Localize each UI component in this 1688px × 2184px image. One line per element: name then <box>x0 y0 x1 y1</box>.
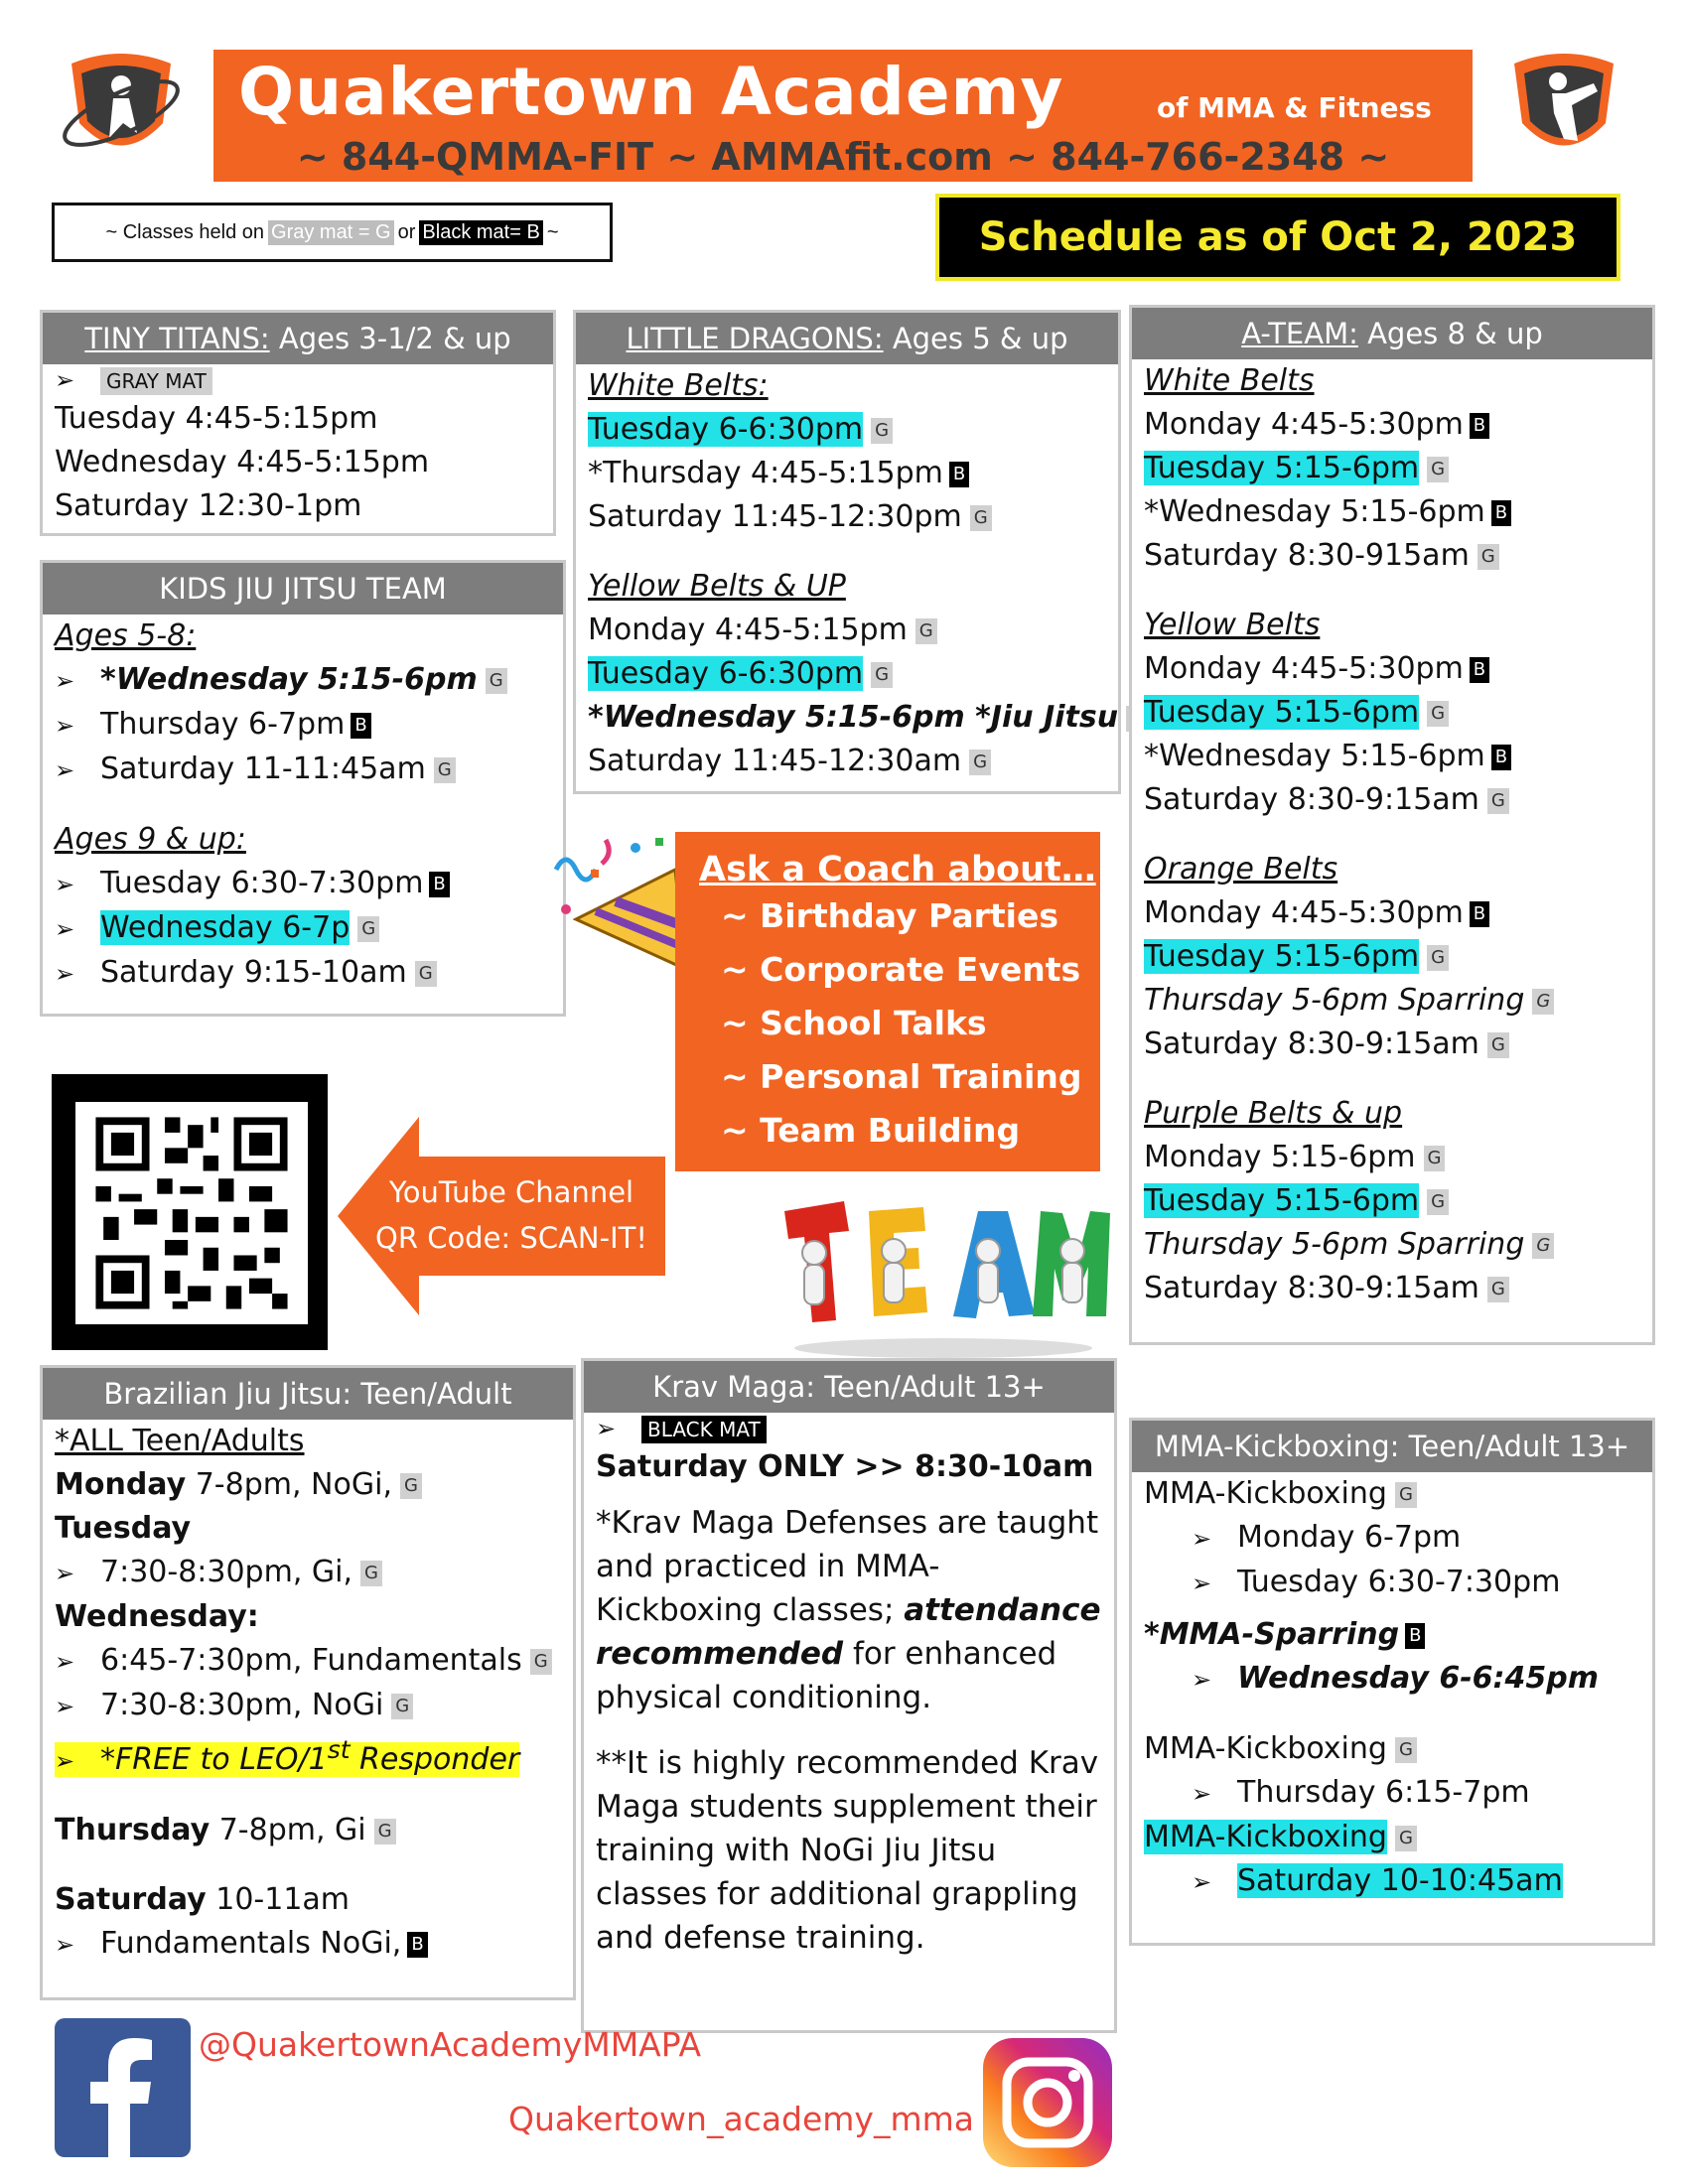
black-mat-marker: B <box>1491 745 1511 770</box>
tiny-titans-box <box>40 310 556 536</box>
arrow-bullet-icon: ➢ <box>55 1931 75 1959</box>
krav-note-2: **It is highly recommended Krav Maga students supplement their training with NoGi Jiu Jitsu classes for additional grappling and defense training. <box>596 1745 1099 1956</box>
schedule-line: Saturday 12:30-1pm <box>55 488 362 523</box>
arrow-bullet-icon: ➢ <box>1192 1868 1212 1896</box>
krav-note-1 <box>584 1501 1114 1719</box>
schedule-line <box>1132 1179 1652 1223</box>
black-mat-marker: B <box>1470 413 1489 439</box>
schedule-text: Tuesday 5:15-6pm <box>1144 695 1420 730</box>
arrow-bullet-icon: ➢ <box>1192 1780 1212 1808</box>
schedule-line <box>43 906 563 951</box>
schedule-text: 10-11am <box>206 1882 351 1917</box>
party-popper-icon <box>536 830 695 979</box>
little-dragons-box <box>573 310 1121 794</box>
schedule-line <box>1132 979 1652 1023</box>
schedule-line <box>1132 1516 1652 1561</box>
a-team-title: A-TEAM: <box>1241 317 1358 350</box>
schedule-line <box>1132 534 1652 578</box>
academy-logo-left <box>52 44 191 173</box>
belt-group-label: Orange Belts <box>1144 852 1338 887</box>
little-dragons-title: LITTLE DRAGONS: <box>626 322 884 355</box>
black-mat-marker: B <box>407 1932 427 1958</box>
schedule-text: Saturday 11-11:45am <box>100 751 426 786</box>
belt-group-label: Purple Belts & up <box>1144 1096 1403 1131</box>
schedule-line <box>43 1922 573 1967</box>
legend-prefix: ~ Classes held on <box>105 220 265 243</box>
gray-mat-marker: G <box>1395 1737 1417 1763</box>
schedule-text: Tuesday 5:15-6pm <box>1144 451 1420 485</box>
gray-mat-marker: G <box>530 1649 552 1675</box>
gray-mat-marker: G <box>1487 1277 1509 1302</box>
arrow-bullet-icon: ➢ <box>55 915 75 943</box>
gray-mat-marker: G <box>915 618 937 644</box>
schedule-text: Saturday 8:30-915am <box>1144 538 1470 573</box>
legend-gray-mat: Gray mat = G <box>268 220 394 245</box>
tiny-titans-title: TINY TITANS: <box>84 322 270 355</box>
age-group-label: Ages 5-8: <box>55 618 197 653</box>
gray-mat-marker: G <box>871 662 893 688</box>
class-name: MMA-Kickboxing <box>1144 1476 1387 1511</box>
coach-item: ~ Birthday Parties <box>721 896 1058 935</box>
tiny-titans-ages: Ages 3-1/2 & up <box>278 322 511 355</box>
black-mat-marker: B <box>1470 901 1489 927</box>
arrow-bullet-icon: ➢ <box>596 1415 617 1442</box>
schedule-line <box>43 1463 573 1507</box>
academy-logo-right <box>1494 44 1633 173</box>
arrow-bullet-icon: ➢ <box>1192 1570 1212 1597</box>
schedule-line <box>1132 778 1652 822</box>
arrow-bullet-icon: ➢ <box>1192 1525 1212 1553</box>
arrow-bullet-icon: ➢ <box>1192 1666 1212 1694</box>
schedule-text: *Thursday 4:45-5:15pm <box>588 456 943 490</box>
schedule-text: *Wednesday 5:15-6pm *Jiu Jitsu <box>588 700 1119 735</box>
krav-maga-header: Krav Maga: Teen/Adult 13+ <box>584 1361 1114 1413</box>
krav-maga-box <box>581 1358 1117 2033</box>
schedule-line <box>1132 935 1652 979</box>
krav-saturday: Saturday ONLY >> 8:30-10am <box>596 1449 1094 1484</box>
ask-a-coach-box <box>675 832 1100 1171</box>
schedule-line: Tuesday 4:45-5:15pm <box>55 401 378 436</box>
facebook-handle[interactable]: @QuakertownAcademyMMAPA <box>199 2025 702 2064</box>
gray-mat-marker: G <box>1427 945 1449 971</box>
mat-legend <box>52 203 613 262</box>
youtube-qr-label <box>362 1169 660 1261</box>
schedule-text: *Wednesday 5:15-6pm <box>100 662 478 697</box>
schedule-line <box>1132 1267 1652 1310</box>
schedule-line <box>1132 447 1652 490</box>
bjj-all-label: *ALL Teen/Adults <box>55 1424 305 1458</box>
schedule-line <box>1132 1657 1652 1702</box>
schedule-text: Thursday 6-7pm <box>100 707 346 742</box>
instagram-handle[interactable]: Quakertown_academy_mma <box>508 2100 974 2138</box>
free-text-end: Responder <box>350 1742 520 1777</box>
arrow-bullet-icon: ➢ <box>55 1560 75 1587</box>
schedule-text: Saturday 11:45-12:30pm <box>588 499 962 534</box>
arrow-bullet-icon: ➢ <box>55 1693 75 1720</box>
facebook-icon[interactable] <box>55 2018 191 2157</box>
academy-subtitle: of MMA & Fitness <box>1157 91 1432 124</box>
schedule-text: Saturday 8:30-9:15am <box>1144 1271 1479 1305</box>
schedule-line <box>576 452 1118 495</box>
schedule-line <box>576 652 1118 696</box>
gray-mat-marker: G <box>1487 788 1509 814</box>
schedule-text: Saturday 11:45-12:30am <box>588 744 962 778</box>
arrow-bullet-icon: ➢ <box>55 960 75 988</box>
schedule-line <box>1132 891 1652 935</box>
ask-a-coach-title: Ask a Coach about… <box>699 850 1096 889</box>
schedule-text: Saturday 9:15-10am <box>100 955 407 990</box>
legend-suffix: ~ <box>546 220 559 243</box>
coach-item: ~ Corporate Events <box>721 950 1081 989</box>
mma-kickboxing-box <box>1129 1418 1655 1946</box>
schedule-line <box>1132 1223 1652 1267</box>
class-label <box>1132 1613 1652 1657</box>
gray-mat-marker: G <box>1395 1826 1417 1851</box>
black-mat-marker: B <box>949 462 969 487</box>
gray-mat-marker: G <box>360 1561 382 1586</box>
schedule-line <box>1132 1023 1652 1066</box>
gray-mat-marker: G <box>434 757 456 783</box>
schedule-line <box>1132 691 1652 735</box>
schedule-text: Thursday 5-6pm Sparring <box>1144 1227 1525 1262</box>
coach-item: ~ School Talks <box>721 1004 987 1042</box>
schedule-line <box>576 495 1118 539</box>
class-label <box>1132 1727 1652 1771</box>
schedule-text: Tuesday 6-6:30pm <box>588 412 864 447</box>
schedule-text: Monday 4:45-5:30pm <box>1144 407 1464 442</box>
schedule-text: Wednesday 6-6:45pm <box>1237 1661 1600 1696</box>
schedule-text: 7:30-8:30pm, Gi, <box>100 1555 353 1589</box>
kids-jiu-jitsu-header: KIDS JIU JITSU TEAM <box>43 563 563 614</box>
class-label <box>1132 1472 1652 1516</box>
krav-note-text: for enhanced physical conditioning. <box>596 1636 1057 1715</box>
gray-mat-marker: G <box>1532 1233 1554 1259</box>
class-label <box>1132 1816 1652 1859</box>
arrow-bullet-icon: ➢ <box>55 1648 75 1676</box>
belt-group-label: Yellow Belts & UP <box>588 569 846 604</box>
schedule-line <box>43 658 563 703</box>
schedule-text: Saturday 8:30-9:15am <box>1144 1026 1479 1061</box>
little-dragons-ages: Ages 5 & up <box>892 322 1068 355</box>
schedule-text: Tuesday 5:15-6pm <box>1144 939 1420 974</box>
arrow-bullet-icon: ➢ <box>55 756 75 784</box>
schedule-line <box>1132 1771 1652 1816</box>
tiny-titans-header <box>43 313 553 364</box>
schedule-line <box>1132 1561 1652 1605</box>
class-name: *MMA-Sparring <box>1144 1617 1400 1652</box>
schedule-text: Monday 4:45-5:30pm <box>1144 895 1464 930</box>
coach-item: ~ Team Building <box>721 1111 1021 1150</box>
schedule-text: Monday 4:45-5:30pm <box>1144 651 1464 686</box>
day-label: Thursday <box>55 1813 211 1847</box>
little-dragons-header <box>576 313 1118 364</box>
black-mat-marker: B <box>1470 657 1489 683</box>
black-mat-marker: B <box>1405 1623 1425 1649</box>
gray-mat-marker: G <box>374 1819 396 1844</box>
gray-mat-marker: G <box>1427 457 1449 482</box>
schedule-text: Tuesday 5:15-6pm <box>1144 1183 1420 1218</box>
gray-mat-marker: G <box>1487 1032 1509 1058</box>
arrow-bullet-icon: ➢ <box>55 871 75 898</box>
free-sup: st <box>327 1735 351 1764</box>
black-mat-marker: B <box>429 872 449 897</box>
contact-line: ~ 844-QMMA-FIT ~ AMMAfit.com ~ 844-766-2348 ~ <box>296 135 1390 179</box>
schedule-line <box>1132 403 1652 447</box>
schedule-text: 6:45-7:30pm, Fundamentals <box>100 1643 522 1678</box>
krav-note-text: *Krav Maga Defenses are taught and practiced in MMA-Kickboxing classes; <box>596 1505 1099 1628</box>
schedule-line <box>43 862 563 906</box>
schedule-line <box>43 1809 573 1852</box>
schedule-line <box>43 1878 573 1922</box>
bjj-header: Brazilian Jiu Jitsu: Teen/Adult <box>43 1368 573 1420</box>
belt-group-label: Yellow Belts <box>1144 608 1321 642</box>
gray-mat-marker: G <box>1395 1482 1417 1508</box>
gray-mat-marker: G <box>1427 701 1449 727</box>
gray-mat-marker: G <box>970 505 992 531</box>
black-mat-marker: B <box>351 713 370 739</box>
schedule-text: Tuesday 6-6:30pm <box>588 656 864 691</box>
schedule-text: Fundamentals NoGi, <box>100 1926 402 1961</box>
day-label: Saturday <box>55 1882 207 1917</box>
arrow-bullet-icon: ➢ <box>55 712 75 740</box>
schedule-line <box>43 1728 573 1783</box>
schedule-text: Saturday 10-10:45am <box>1237 1863 1563 1898</box>
schedule-text: Monday 4:45-5:15pm <box>588 613 908 647</box>
black-mat-marker: B <box>1491 500 1511 526</box>
schedule-line <box>1132 1859 1652 1904</box>
gray-mat-marker: G <box>1427 1189 1449 1215</box>
schedule-text: Tuesday 6:30-7:30pm <box>1237 1565 1561 1599</box>
schedule-line <box>1132 490 1652 534</box>
free-text: *FREE to LEO/1 <box>100 1742 328 1777</box>
gray-mat-badge: GRAY MAT <box>100 367 212 395</box>
age-group-label: Ages 9 & up: <box>55 822 246 857</box>
schedule-text: *Wednesday 5:15-6pm <box>1144 739 1485 773</box>
arrow-bullet-icon: ➢ <box>55 366 75 394</box>
a-team-header <box>1132 308 1652 359</box>
gray-mat-marker: G <box>1477 544 1499 570</box>
youtube-label-line: QR Code: SCAN-IT! <box>375 1221 647 1255</box>
gray-mat-marker: G <box>415 961 437 987</box>
schedule-text: Tuesday 6:30-7:30pm <box>100 866 424 900</box>
legend-or: or <box>397 220 416 243</box>
brazilian-jiu-jitsu-box <box>40 1365 576 2000</box>
schedule-line <box>43 1684 573 1728</box>
day-label: Wednesday: <box>55 1599 259 1634</box>
schedule-line <box>576 609 1118 652</box>
gray-mat-marker: G <box>969 750 991 775</box>
gray-mat-marker: G <box>1424 1146 1446 1171</box>
schedule-text: Monday 5:15-6pm <box>1144 1140 1416 1174</box>
gray-mat-marker: G <box>391 1694 413 1719</box>
schedule-line <box>43 1551 573 1595</box>
schedule-text: 7:30-8:30pm, NoGi <box>100 1688 384 1722</box>
youtube-label-line: YouTube Channel <box>388 1175 634 1209</box>
schedule-line: Wednesday 4:45-5:15pm <box>55 445 430 479</box>
krav-mat-row <box>584 1413 1114 1445</box>
schedule-text: 7-8pm, Gi <box>210 1813 366 1847</box>
free-responder-note <box>55 1735 520 1777</box>
belt-group-label: White Belts <box>1144 363 1315 398</box>
day-label: Monday <box>55 1467 187 1502</box>
gray-mat-marker: G <box>357 916 379 942</box>
gray-mat-marker: G <box>400 1473 422 1499</box>
instagram-icon[interactable] <box>983 2038 1112 2167</box>
tiny-titans-mat-row <box>43 364 553 397</box>
team-figures-art <box>774 1171 1112 1360</box>
schedule-text: 7-8pm, NoGi, <box>186 1467 392 1502</box>
schedule-text: Thursday 5-6pm Sparring <box>1144 983 1525 1018</box>
day-label: Tuesday <box>55 1511 192 1546</box>
class-name: MMA-Kickboxing <box>1144 1731 1387 1766</box>
qr-code[interactable] <box>75 1102 308 1324</box>
schedule-text: *Wednesday 5:15-6pm <box>1144 494 1485 529</box>
title-banner <box>213 50 1473 182</box>
gray-mat-marker: G <box>1532 989 1554 1015</box>
schedule-date: Schedule as of Oct 2, 2023 <box>935 194 1620 281</box>
schedule-line <box>1132 1136 1652 1179</box>
black-mat-badge: BLACK MAT <box>641 1416 767 1443</box>
schedule-line <box>576 408 1118 452</box>
gray-mat-marker: G <box>871 418 893 444</box>
schedule-line <box>576 740 1118 783</box>
mma-kickboxing-header: MMA-Kickboxing: Teen/Adult 13+ <box>1132 1421 1652 1472</box>
arrow-bullet-icon: ➢ <box>55 1747 75 1775</box>
schedule-line <box>1132 647 1652 691</box>
class-name: MMA-Kickboxing <box>1144 1820 1387 1854</box>
schedule-line <box>1132 735 1652 778</box>
belt-group-label: White Belts: <box>588 368 769 403</box>
krav-note-emphasis: attendance recommended <box>596 1592 1101 1672</box>
schedule-text: Wednesday 6-7p <box>100 910 351 945</box>
a-team-ages: Ages 8 & up <box>1367 317 1543 350</box>
schedule-line <box>43 703 563 748</box>
schedule-line <box>43 748 563 792</box>
schedule-line <box>43 951 563 996</box>
arrow-bullet-icon: ➢ <box>55 667 75 695</box>
schedule-line <box>43 1639 573 1684</box>
academy-title: Quakertown Academy <box>238 54 1064 130</box>
coach-item: ~ Personal Training <box>721 1057 1082 1096</box>
schedule-line <box>576 696 1118 740</box>
schedule-text: Monday 6-7pm <box>1237 1520 1462 1555</box>
schedule-text: Thursday 6:15-7pm <box>1237 1775 1530 1810</box>
kids-jiu-jitsu-box <box>40 560 566 1017</box>
gray-mat-marker: G <box>486 668 507 694</box>
a-team-box <box>1129 305 1655 1345</box>
schedule-text: Saturday 8:30-9:15am <box>1144 782 1479 817</box>
legend-black-mat: Black mat= B <box>419 220 542 245</box>
